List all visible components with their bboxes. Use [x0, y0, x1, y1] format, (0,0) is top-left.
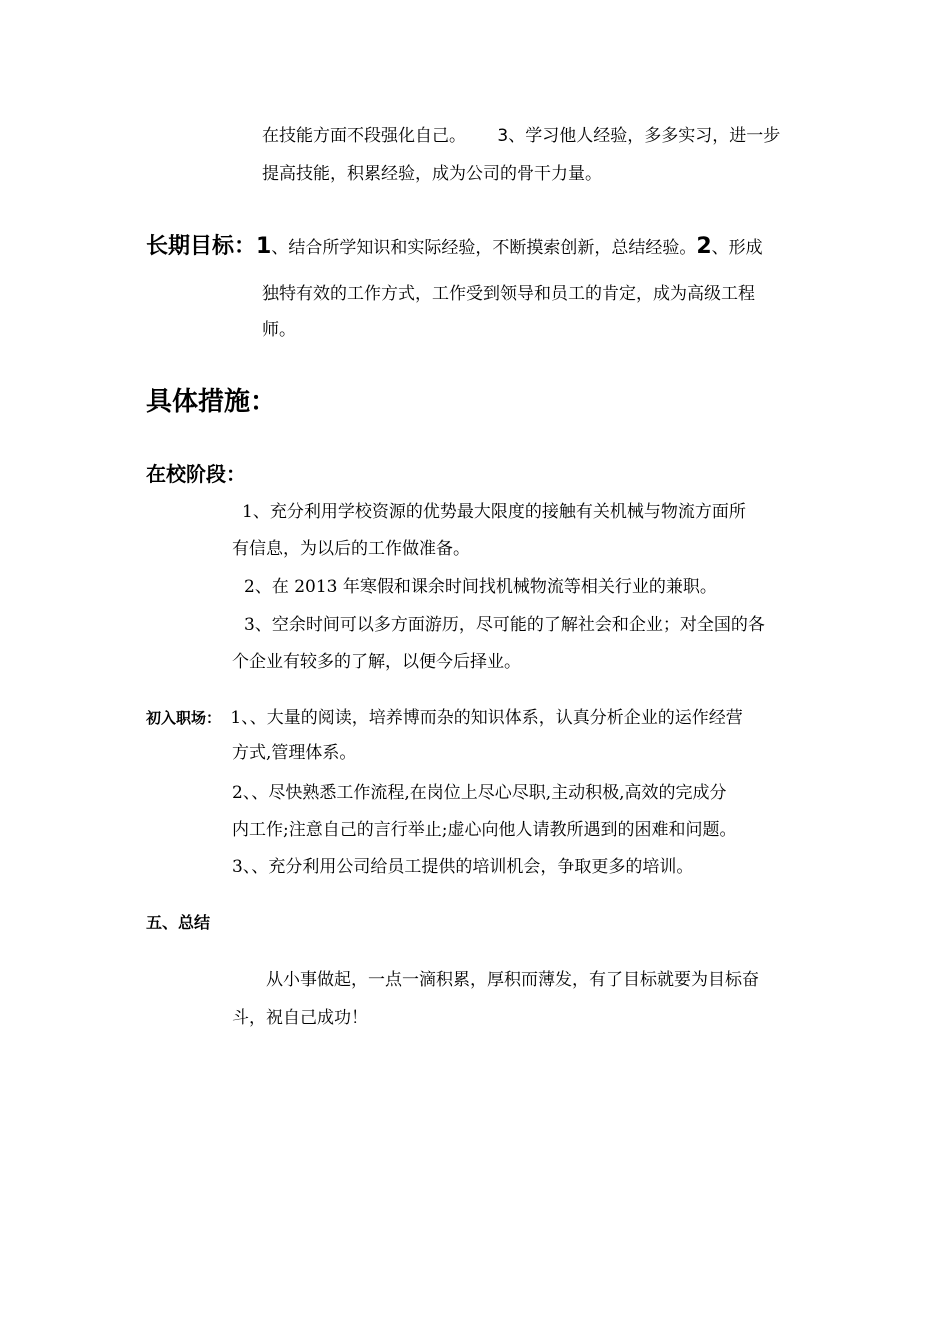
summary-line2: 斗，祝自己成功！	[232, 1008, 368, 1028]
school-item-1-cont: 有信息，为以后的工作做准备。	[232, 539, 470, 559]
short-term-line2: 提高技能，积累经验，成为公司的骨干力量。	[262, 164, 602, 184]
school-item-3: 3、空余时间可以多方面游历，尽可能的了解社会和企业；对全国的各	[244, 615, 765, 635]
workplace-item1-cont: 方式,管理体系。	[232, 743, 357, 763]
long-term-heading: 长期目标：	[146, 234, 257, 259]
short-term-line1b: 3、学习他人经验，多多实习，进一步	[497, 126, 781, 146]
school-item-1: 1、充分利用学校资源的优势最大限度的接触有关机械与物流方面所	[242, 502, 746, 522]
long-term-text1: 、结合所学知识和实际经验，不断摸索创新，总结经验。	[271, 238, 697, 258]
long-term-text2: 、形成	[711, 238, 763, 258]
summary-line1: 从小事做起，一点一滴积累，厚积而薄发，有了目标就要为目标奋	[266, 970, 759, 990]
workplace-item3: 3、、充分利用公司给员工提供的培训机会，争取更多的培训。	[232, 857, 694, 877]
school-item-2: 2、在 2013 年寒假和课余时间找机械物流等相关行业的兼职。	[244, 577, 717, 597]
workplace-line1	[146, 710, 743, 727]
workplace-label: 初入职场：	[146, 709, 222, 727]
workplace-item2: 2、、尽快熟悉工作流程,在岗位上尽心尽职,主动积极,高效的完成分	[232, 783, 727, 803]
school-item-3-cont: 个企业有较多的了解，以便今后择业。	[232, 652, 521, 672]
summary-heading: 五、总结	[146, 913, 211, 932]
workplace-item1: 1、、大量的阅读，培养博而杂的知识体系，认真分析企业的运作经营	[230, 708, 743, 728]
long-term-num1: 1	[256, 234, 272, 259]
long-term-line3: 师。	[262, 320, 296, 340]
long-term-line2: 独特有效的工作方式，工作受到领导和员工的肯定，成为高级工程	[262, 284, 755, 304]
short-term-text	[262, 128, 780, 145]
short-term-line1a: 在技能方面不段强化自己。	[262, 126, 466, 146]
long-term-line1	[146, 236, 763, 258]
long-term-num2: 2	[696, 234, 712, 259]
workplace-item2-cont: 内工作;注意自己的言行举止;虚心向他人请教所遇到的困难和问题。	[232, 820, 737, 840]
measures-heading: 具体措施：	[146, 387, 277, 417]
school-heading: 在校阶段：	[146, 462, 246, 486]
